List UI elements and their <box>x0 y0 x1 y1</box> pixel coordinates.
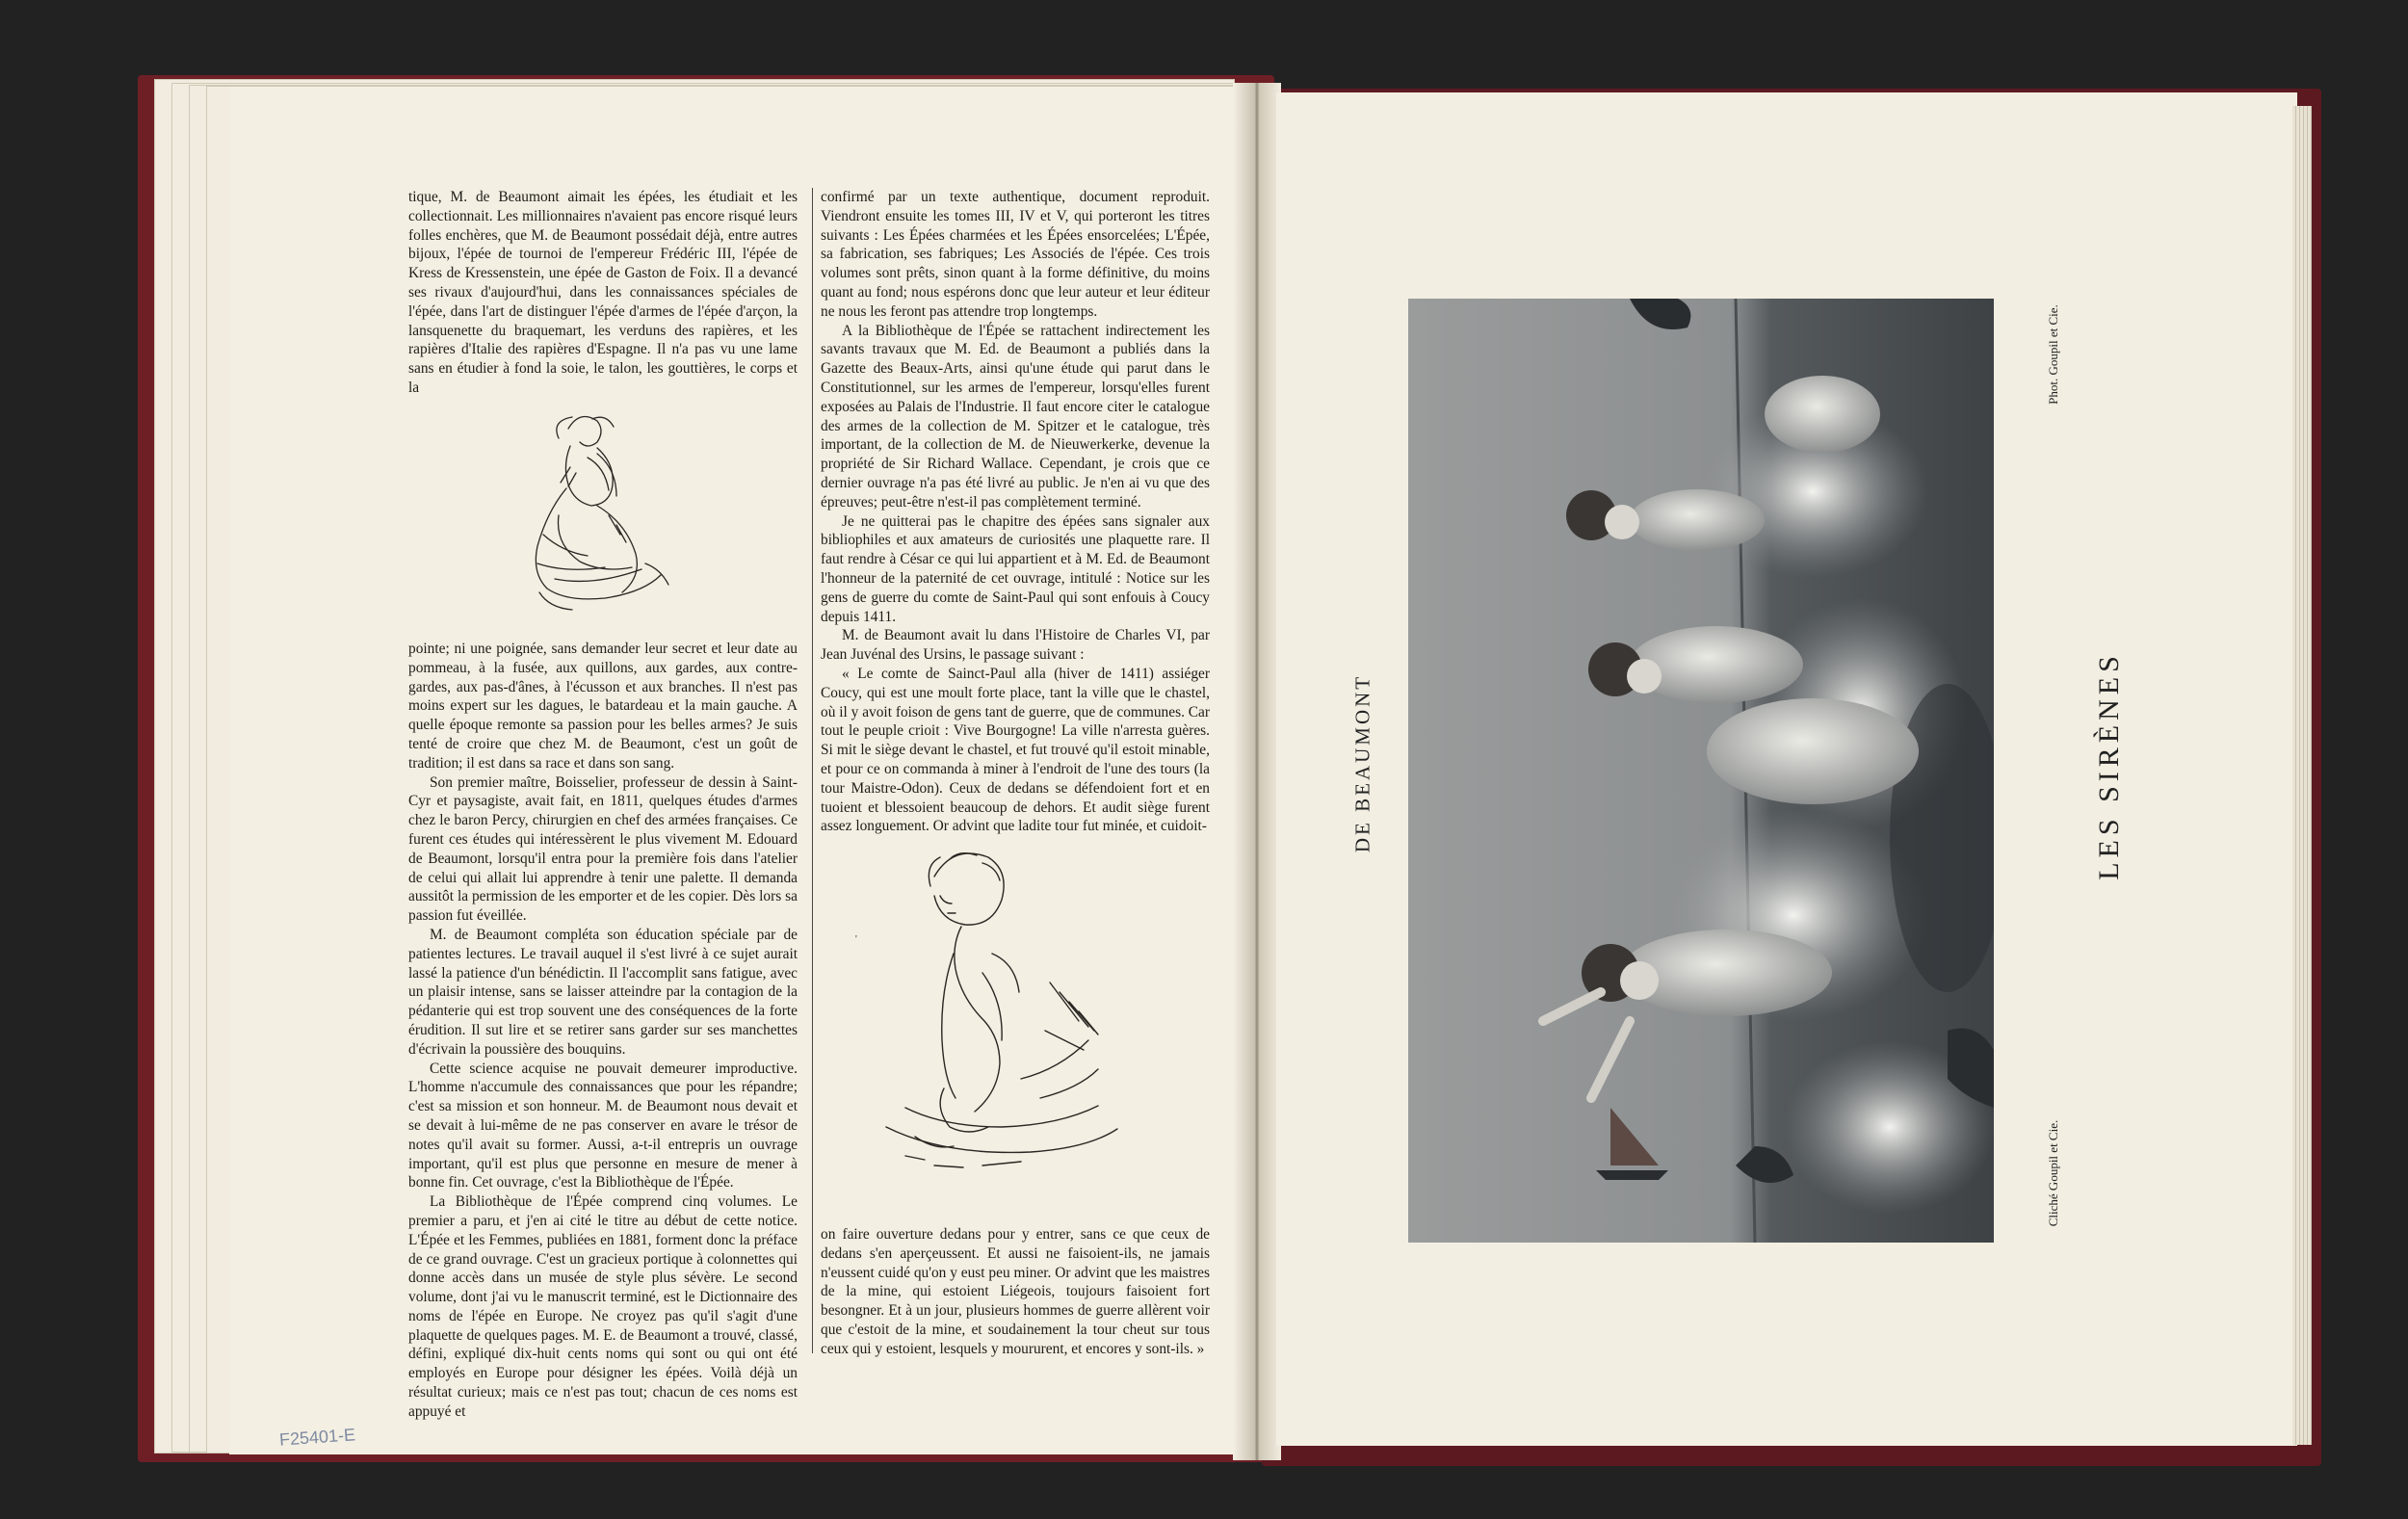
paragraph: A la Bibliothèque de l'Épée se rattachent indirectement les savants travaux que M. Ed. de Beaumont a publiés dans la Gazette des Beaux-Arts, ainsi qu'une étude qui parut dans le Constitutionnel, sur les armes de l'empereur, lorsqu'elles furent exposées au Palais de l'Industrie. Il faut encore citer le catalogue des armes de la collection de M. Spitzer et le catalogue, très important, de la collection de M. de Nieuwerkerke, devenue la propriété de Sir Richard Wallace. Cependant, je crois que ce dernier ouvrage n'a pas été livré au public. Je n'en ai vu que des épreuves; peut-être n'est-il pas complètement terminé. <box>821 322 1210 511</box>
text-column-2-bottom <box>821 1225 1210 1359</box>
paragraph: Je ne quitterai pas le chapitre des épées sans signaler aux bibliophiles et aux amateurs de curiosités une plaquette rare. Il faut rendre à César ce qui lui appartient et à M. Ed. de Beaumont l'honneur de la paternité de cet ouvrage, intitulé : Notice sur les gens de guerre du comte de Saint-Paul qui sont enfouis à Coucy depuis 1411. <box>821 512 1210 625</box>
text-column-1-top <box>408 188 798 398</box>
paragraph: pointe; ni une poignée, sans demander leur secret et leur date au pommeau, à la fusée, aux quillons, aux gardes, aux contre-gardes, aux pas-d'ânes, à l'écusson et aux branches. Il n'est pas moins expert sur les dagues, le batardeau et la main gauche. A quelle époque remonte sa passion pour les belles armes? Je suis tenté de croire que chez M. de Beaumont, c'est un goût de tradition; il est dans sa race et dans son sang. <box>408 641 798 772</box>
cliche-credit: Cliché Goupil et Cie. <box>2046 1119 2060 1227</box>
artist-caption: DE BEAUMONT <box>1350 673 1374 853</box>
photo-credit: Phot. Goupil et Cie. <box>2046 304 2060 405</box>
text-column-2-top <box>821 188 1210 836</box>
paragraph: La Bibliothèque de l'Épée comprend cinq volumes. Le premier a paru, et j'en ai cité le titre au début de cette notice. L'Épée et les Femmes, publiées en 1881, forment donc la préface de ce grand ouvrage. C'est un gracieux portique à colonnettes qui donne accès dans un musée de style plus sévère. Le second volume, dont j'ai vu le manuscrit terminé, est le Dictionnaire des noms de l'épée en Europe. Ne croyez pas qu'il s'agit d'une plaquette de quelques pages. M. E. de Beaumont a trouvé, classé, défini, expliqué dix-huit cents noms qui sont ou qui ont été employés en Europe pour désigner les épées. Voilà déjà un résultat curieux; mais ce n'est pas tout; chacun de ces noms est appuyé et <box>408 1193 798 1420</box>
paragraph: tique, M. de Beaumont aimait les épées, les étudiait et les collectionnait. Les millionnaires n'avaient pas encore risqué leurs folles enchères, que M. de Beaumont possédait déjà, entre autres bijoux, l'épée de tournoi de l'empereur Frédéric III, l'épée de Kress de Kressenstein, une épée de Gaston de Foix. Il a devancé ses rivaux d'aujourd'hui, dans les connaissances spéciales de l'épée, dans l'art de distinguer l'épée d'armes de l'épée d'arçon, la lansquenette du braquemart, les verduns des rapières, et les rapières d'Italie des rapières d'Espagne. Il n'a pas vu une lame sans en étudier à fond la soie, le talon, les gouttières, le corps et la <box>408 189 798 396</box>
paragraph: on faire ouverture dedans pour y entrer, sans ce que ceux de dedans s'en aperçeussent. Et aussi ne faisoient-ils, ne jamais n'eussent cuidé qu'on y eust peu miner. Or advint que les maistres de la mine, qui estoient Liégeois, toujours faisoient fort besongner. Et à un jour, plusieurs hommes de guerre allèrent voir que c'estoit de la mine, et soudainement la tour cheut sur tous ceux qui y estoient, lesquels y moururent, et encores y sont-ils. » <box>821 1226 1210 1357</box>
paragraph: confirmé par un texte authentique, document reproduit. Viendront ensuite les tomes III, IV et V, qui porteront les titres suivants : Les Épées charmées et les Épées ensorcelées; L'Épée, sa fabrication, ses fabriques; Les Associés de l'épée. Ces trois volumes sont prêts, sinon quant à la forme définitive, du moins quant au fond; nous espérons donc que leur auteur et leur éditeur ne nous les feront pas attendre trop longtemps. <box>821 189 1210 320</box>
book-gutter <box>1233 83 1281 1460</box>
right-page-edges <box>2292 106 2312 1445</box>
paragraph: Son premier maître, Boisselier, professeur de dessin à Saint-Cyr et paysagiste, avait fait, en 1811, quelques études d'armes chez le baron Percy, chirurgien en chef des armées françaises. Ce furent ces études qui intéressèrent le plus vivement M. Edouard de Beaumont, lorsqu'il entra pour la première fois dans l'atelier de celui qui allait lui apprendre à tenir une palette. Il demanda aussitôt la permission de les emporter et de les copier. Dès lors sa passion fut éveillée. <box>408 773 798 925</box>
inventory-note: F25401-E <box>278 1425 356 1450</box>
sketch-seated-child <box>848 838 1137 1185</box>
column-rule <box>812 188 813 1353</box>
paragraph: Cette science acquise ne pouvait demeurer improductive. L'homme n'accumule des connaissances que pour les répandre; c'est sa mission et son honneur. M. de Beaumont nous devait et se devait à lui-même de ne pas conserver en avare le trésor de notes qu'il avait su former. Aussi, a-t-il entrepris un ouvrage important, qu'il est plus que personne en mesure de mener à bonne fin. Cet ouvrage, c'est la Bibliothèque de l'Épée. <box>408 1060 798 1192</box>
paragraph: M. de Beaumont avait lu dans l'Histoire de Charles VI, par Jean Juvénal des Ursins, le passage suivant : <box>821 627 1210 664</box>
sirens-plate-image <box>1408 299 1994 1243</box>
paragraph: M. de Beaumont compléta son éducation spéciale par de patientes lectures. Le travail auquel il s'est livré à ce sujet aurait lassé la patience d'un bénédictin. Il l'accomplit sans fatigue, avec un plaisir intense, sans se laisser atteindre par la contagion de la pédanterie qui est trop souvent une des conséquences de la forte érudition. Il sut lire et se retirer sans garder sur ses manchettes d'écrivain la poussière des bouquins. <box>408 926 798 1058</box>
sketch-seated-woman <box>501 400 694 621</box>
plate-title: LES SIRÈNES <box>2093 651 2125 880</box>
svg-text:': ' <box>855 934 857 945</box>
paragraph: « Le comte de Sainct-Paul alla (hiver de 1411) assiéger Coucy, qui est une moult forte place, tant la ville que le chastel, où il y avoit foison de gens tant de guerre, que de communes. Car tout le peuple crioit : Vive Bourgogne! La ville n'arresta guères. Si mit le siège devant le chastel, et fut trouvé qu'il estoit minable, et pour ce on commanda à miner à l'endroit de l'une des tours (la tour Maistre-Odon). Ceux de dedans se défendoient fort et en tuoient et blessoient beaucoup de dehors. Et audit siège furent assez longuement. Or advint que ladite tour fut minée, et cuidoit- <box>821 665 1210 835</box>
text-column-1-bottom <box>408 640 798 1422</box>
